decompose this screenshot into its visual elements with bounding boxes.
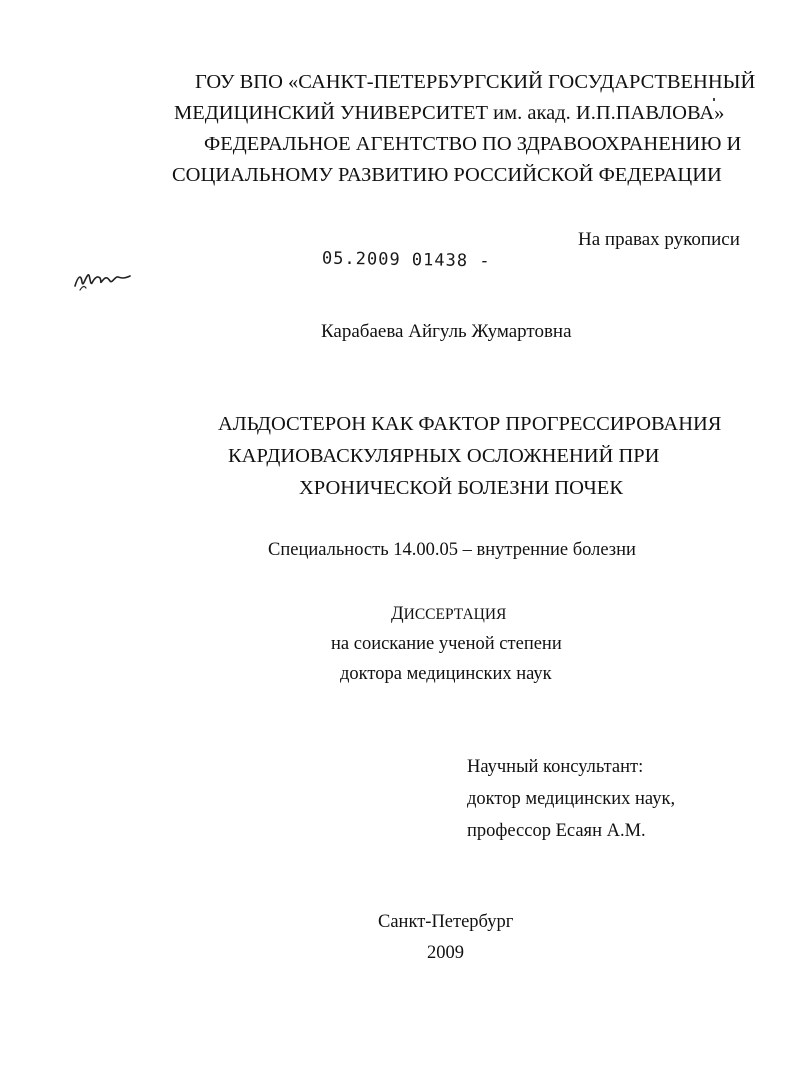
city: Санкт-Петербург xyxy=(378,912,514,932)
title-line-3: ХРОНИЧЕСКОЙ БОЛЕЗНИ ПОЧЕК xyxy=(299,477,623,499)
dissertation-degree-line: на соискание ученой степени xyxy=(331,634,562,654)
specialty: Специальность 14.00.05 – внутренние болезни xyxy=(268,540,636,560)
consultant-label: Научный консультант: xyxy=(467,757,644,777)
scan-speck xyxy=(713,98,715,101)
manuscript-note: На правах рукописи xyxy=(578,229,740,250)
author-name: Карабаева Айгуль Жумартовна xyxy=(321,321,572,342)
dissertation-type: ДИССЕРТАЦИЯ xyxy=(391,604,507,624)
title-line-2: КАРДИОВАСКУЛЯРНЫХ ОСЛОЖНЕНИЙ ПРИ xyxy=(228,445,660,467)
year: 2009 xyxy=(427,943,464,963)
title-line-1: АЛЬДОСТЕРОН КАК ФАКТОР ПРОГРЕССИРОВАНИЯ xyxy=(218,413,722,435)
consultant-name: профессор Есаян А.М. xyxy=(467,821,646,841)
institution-line-2: МЕДИЦИНСКИЙ УНИВЕРСИТЕТ им. акад. И.П.ПАВЛОВА» xyxy=(174,102,725,124)
institution-line-3: ФЕДЕРАЛЬНОЕ АГЕНТСТВО ПО ЗДРАВООХРАНЕНИЮ И xyxy=(204,133,742,155)
institution-line-1: ГОУ ВПО «САНКТ-ПЕТЕРБУРГСКИЙ ГОСУДАРСТВЕННЫЙ xyxy=(195,71,756,93)
handwritten-signature-icon xyxy=(72,266,134,299)
stamp-dash: - xyxy=(479,251,491,272)
institution-line-4: СОЦИАЛЬНОМУ РАЗВИТИЮ РОССИЙСКОЙ ФЕДЕРАЦИИ xyxy=(172,164,722,186)
consultant-degree: доктор медицинских наук, xyxy=(467,789,676,809)
dissertation-science-line: доктора медицинских наук xyxy=(340,664,552,684)
registration-number: 05.2009 01438 - xyxy=(321,248,491,272)
